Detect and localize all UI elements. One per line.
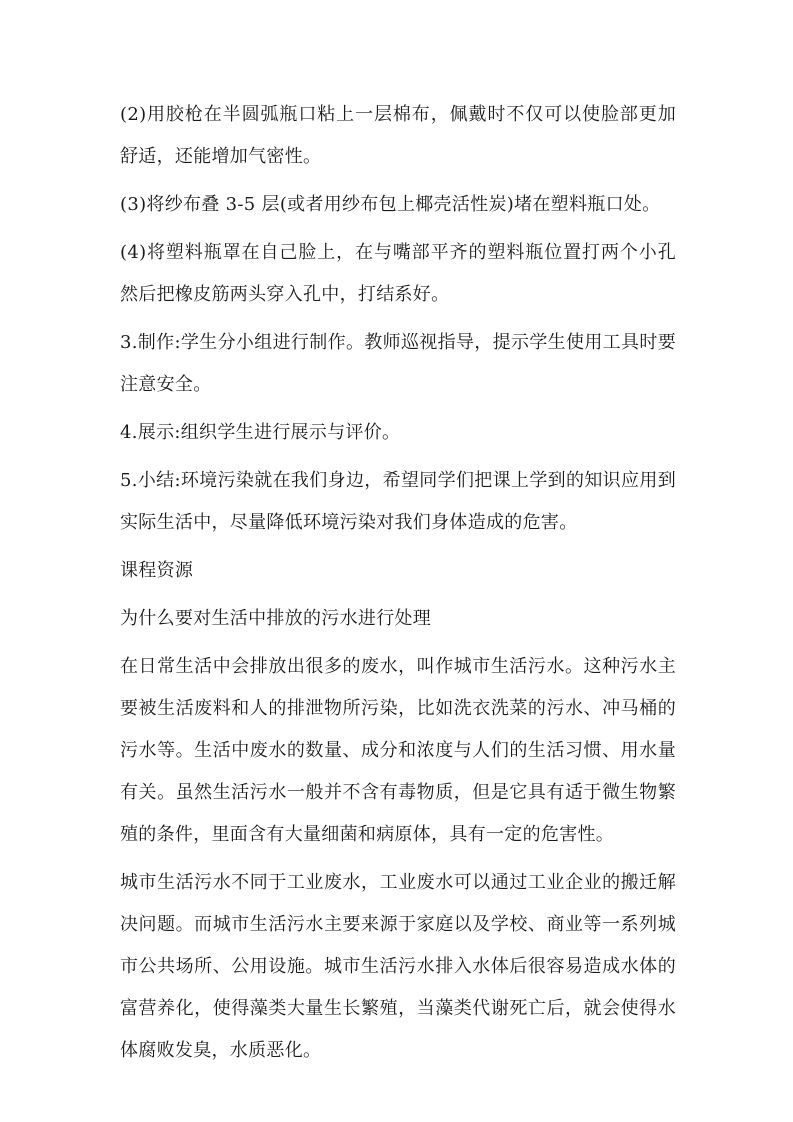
making-paragraph: 3.制作:学生分小组进行制作。教师巡视指导，提示学生使用工具时要注意安全。 [120, 332, 676, 395]
document-body [120, 94, 676, 1078]
step-2-paragraph: (2)用胶枪在半圆弧瓶口粘上一层棉布，佩戴时不仅可以使脸部更加舒适，还能增加气密性。 [120, 104, 676, 167]
section-heading: 课程资源 [120, 560, 194, 581]
body-paragraph-2: 城市生活污水不同于工业废水，工业废水可以通过工业企业的搬迁解决问题。而城市生活污水主要来源于家庭以及学校、商业等一系列城市公共场所、公用设施。城市生活污水排入水体后很容易造成水体的富营养化，使得藻类大量生长繁殖，当藻类代谢死亡后，就会使得水体腐败发臭，水质恶化。 [120, 872, 676, 1061]
body-paragraph-1: 在日常生活中会排放出很多的废水，叫作城市生活污水。这种污水主要被生活废料和人的排泄物所污染，比如洗衣洗菜的污水、冲马桶的污水等。生活中废水的数量、成分和浓度与人们的生活习惯、用水量有关。虽然生活污水一般并不含有毒物质，但是它具有适于微生物繁殖的条件，里面含有大量细菌和病原体，具有一定的危害性。 [120, 656, 676, 845]
display-paragraph: 4.展示:组织学生进行展示与评价。 [120, 422, 401, 443]
subsection-heading: 为什么要对生活中排放的污水进行处理 [120, 608, 432, 629]
step-4-paragraph: (4)将塑料瓶罩在自己脸上，在与嘴部平齐的塑料瓶位置打两个小孔然后把橡皮筋两头穿入孔中，打结系好。 [120, 242, 676, 305]
step-3-paragraph: (3)将纱布叠 3-5 层(或者用纱布包上椰壳活性炭)堵在塑料瓶口处。 [120, 194, 661, 215]
summary-paragraph: 5.小结:环境污染就在我们身边，希望同学们把课上学到的知识应用到实际生活中，尽量降低环境污染对我们身体造成的危害。 [120, 470, 676, 533]
